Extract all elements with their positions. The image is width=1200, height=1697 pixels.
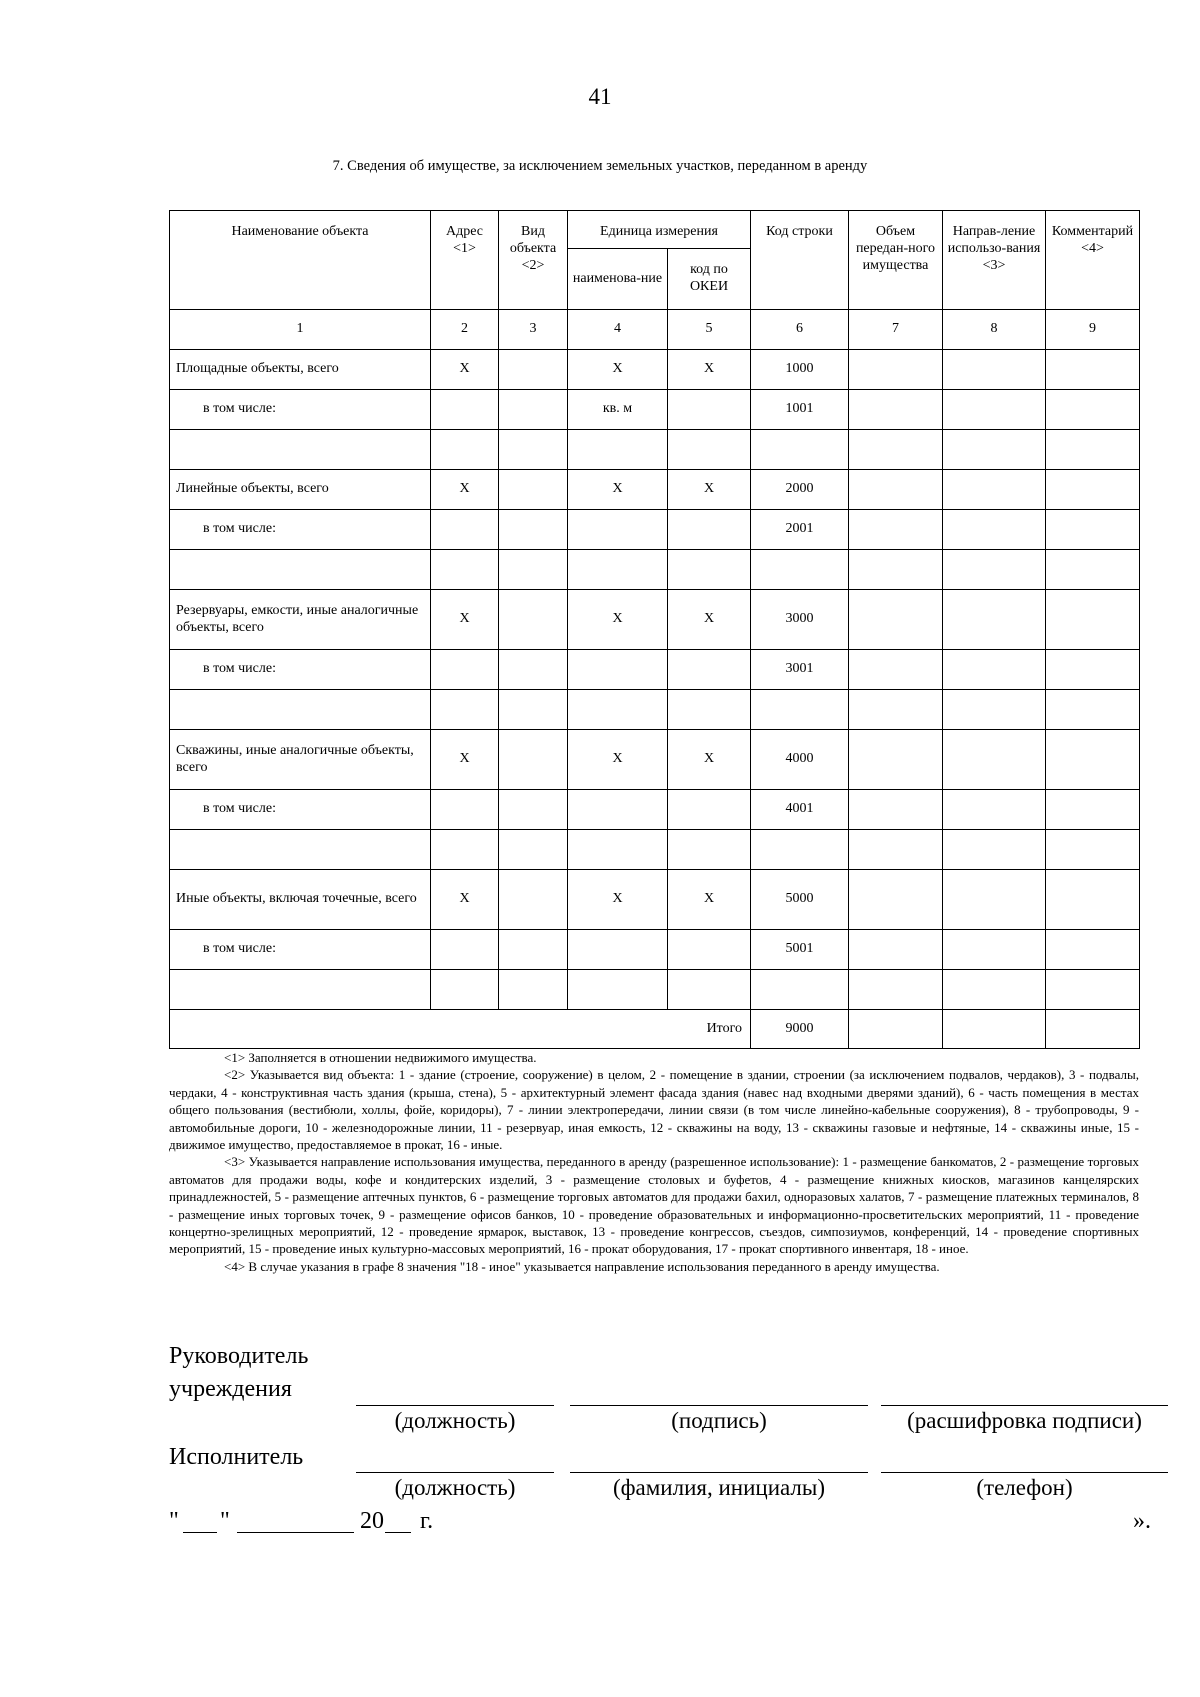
cell-direction	[943, 730, 1046, 790]
cell-code: 3000	[751, 590, 849, 650]
header-unit: Единица измерения	[568, 211, 751, 249]
cell-name	[170, 550, 431, 590]
section-title: 7. Сведения об имуществе, за исключением земельных участков, переданном в аренду	[332, 158, 868, 174]
cell-type	[499, 470, 568, 510]
cell-comment	[1046, 590, 1140, 650]
cell-direction	[943, 690, 1046, 730]
cell-name: в том числе:	[170, 790, 431, 830]
footnote-2: <2> Указывается вид объекта: 1 - здание (строение, сооружение) в целом, 2 - помещение в здании, строении (за исключением подвалов, чердаков), 3 - подвалы, чердаки, 4 - конструктивная часть здания (крыша, стена), 5 - архитектурный элемент фасада здания (навес над входными дверями зданий), 6 - часть помещения в местах общего пользования (вестибюли, холлы, фойе, коридоры), 7 - линии электропередачи, линии связи (в том числе линейно-кабельные сооружения), 8 - трубопроводы, 9 - автомобильные дороги, 10 - железнодорожные линии, 11 - резервуар, иная емкость, 12 - скважины на воду, 13 - скважины газовые и нефтяные, 14 - скважины иные, 15 - движимое имущество, предоставляемое в прокат, 16 - иные.	[169, 1067, 1139, 1153]
cell-okei: X	[668, 730, 751, 790]
cell-unit-name: X	[568, 730, 668, 790]
cell-type	[499, 830, 568, 870]
cell-volume	[849, 350, 943, 390]
cell-address	[431, 790, 499, 830]
table-row	[170, 470, 1140, 510]
cell-name: Иные объекты, включая точечные, всего	[170, 870, 431, 930]
table-row	[170, 970, 1140, 1010]
cell-direction	[943, 510, 1046, 550]
column-number: 3	[499, 310, 568, 350]
cell-okei	[668, 430, 751, 470]
cell-name	[170, 690, 431, 730]
cell-name	[170, 430, 431, 470]
cell-comment	[1046, 430, 1140, 470]
cell-okei	[668, 650, 751, 690]
cell-type	[499, 550, 568, 590]
head-position-line	[356, 1405, 554, 1406]
cell-volume	[849, 550, 943, 590]
header-volume: Объем передан-ного имущества	[849, 211, 943, 310]
cell-type	[499, 730, 568, 790]
cell-code	[751, 830, 849, 870]
cell-code	[751, 970, 849, 1010]
cell-address	[431, 550, 499, 590]
table-row	[170, 830, 1140, 870]
table-row	[170, 510, 1140, 550]
cell-name	[170, 970, 431, 1010]
date-year-line	[385, 1532, 411, 1533]
cell-comment	[1046, 930, 1140, 970]
executor-name-line	[570, 1472, 868, 1473]
cell-name: в том числе:	[170, 390, 431, 430]
cell-direction	[943, 390, 1046, 430]
cell-code: 1001	[751, 390, 849, 430]
cell-address	[431, 690, 499, 730]
table-row	[170, 790, 1140, 830]
header-unit-name: наименова-ние	[568, 249, 668, 310]
cell-comment	[1046, 870, 1140, 930]
cell-comment	[1046, 730, 1140, 790]
cell-volume	[849, 830, 943, 870]
cell-code: 1000	[751, 350, 849, 390]
cell-name: Линейные объекты, всего	[170, 470, 431, 510]
column-number: 1	[170, 310, 431, 350]
cell-volume	[849, 510, 943, 550]
page-number: 41	[588, 84, 612, 109]
cell-unit-name	[568, 830, 668, 870]
cell-name: в том числе:	[170, 650, 431, 690]
date-suffix: г.	[420, 1508, 434, 1534]
cell-name: Скважины, иные аналогичные объекты, всего	[170, 730, 431, 790]
name-caption: (фамилия, инициалы)	[612, 1475, 826, 1500]
cell-volume	[849, 430, 943, 470]
cell-type	[499, 870, 568, 930]
cell-comment	[1046, 970, 1140, 1010]
cell-okei	[668, 550, 751, 590]
cell-okei: X	[668, 870, 751, 930]
cell-okei: X	[668, 350, 751, 390]
cell-comment	[1046, 390, 1140, 430]
cell-unit-name: X	[568, 470, 668, 510]
cell-direction	[943, 470, 1046, 510]
cell-unit-name: X	[568, 590, 668, 650]
position-caption: (должность)	[394, 1408, 516, 1433]
cell-direction	[943, 550, 1046, 590]
position-caption-2: (должность)	[394, 1475, 516, 1500]
header-row-code: Код строки	[751, 211, 849, 310]
cell-code: 5001	[751, 930, 849, 970]
cell-code: 4001	[751, 790, 849, 830]
cell-type	[499, 390, 568, 430]
cell-unit-name: кв. м	[568, 390, 668, 430]
cell-okei	[668, 830, 751, 870]
head-label-line2: учреждения	[169, 1376, 292, 1402]
header-direction: Направ-ление использо-вания <3>	[943, 211, 1046, 310]
cell-comment	[1046, 790, 1140, 830]
cell-address: X	[431, 470, 499, 510]
cell-okei	[668, 390, 751, 430]
header-name: Наименование объекта	[170, 211, 431, 310]
footnote-4: <4> В случае указания в графе 8 значения "18 - иное" указывается направление использования переданного в аренду имущества.	[224, 1258, 940, 1274]
column-numbers-row	[170, 310, 1140, 350]
footnote-3: <3> Указывается направление использования имущества, переданного в аренду (разрешенное использование): 1 - размещение банкоматов, 2 - размещение торговых автоматов для продажи воды, кофе и кондитерских изделий, 3 - размещение столовых и буфетов, 4 - размещение книжных киосков, магазинов канцелярских принадлежностей, 5 - размещение аптечных пунктов, 6 - размещение торговых автоматов для продажи бахил, одноразовых халатов, 7 - размещение платежных терминалов, 8 - размещение иных торговых точек, 9 - размещение офисов банков, 10 - проведение образовательных и информационно-просветительских мероприятий, 11 - проведение концертно-зрелищных мероприятий, 12 - проведение ярмарок, выставок, 13 - проведение конгрессов, съездов, симпозиумов, конференций, 14 - проведение спортивных мероприятий, 15 - проведение иных культурно-массовых мероприятий, 16 - прокат оборудования, 17 - прокат спортивного инвентаря, 18 - иное.	[169, 1154, 1139, 1257]
cell-direction	[943, 870, 1046, 930]
cell-type	[499, 970, 568, 1010]
cell-type	[499, 790, 568, 830]
column-number: 7	[849, 310, 943, 350]
cell-okei	[668, 790, 751, 830]
table-row	[170, 930, 1140, 970]
closing-mark: ».	[1133, 1508, 1151, 1534]
cell-code	[751, 550, 849, 590]
cell-direction	[943, 930, 1046, 970]
cell-unit-name	[568, 790, 668, 830]
cell-unit-name: X	[568, 350, 668, 390]
cell-volume	[849, 870, 943, 930]
cell-volume	[849, 690, 943, 730]
cell-volume	[849, 650, 943, 690]
cell-name	[170, 830, 431, 870]
executor-phone-line	[881, 1472, 1168, 1473]
executor-position-line	[356, 1472, 554, 1473]
cell-code	[751, 690, 849, 730]
date-month-line	[237, 1532, 354, 1533]
total-code: 9000	[751, 1010, 849, 1049]
cell-comment	[1046, 650, 1140, 690]
cell-direction	[943, 830, 1046, 870]
total-comment	[1046, 1010, 1140, 1049]
cell-type	[499, 590, 568, 650]
table-row	[170, 870, 1140, 930]
header-object-type: Вид объекта <2>	[499, 211, 568, 310]
cell-code: 4000	[751, 730, 849, 790]
cell-name: Резервуары, емкости, иные аналогичные объекты, всего	[170, 590, 431, 650]
table-row	[170, 590, 1140, 650]
cell-code: 3001	[751, 650, 849, 690]
cell-address: X	[431, 730, 499, 790]
cell-code: 5000	[751, 870, 849, 930]
table-row	[170, 350, 1140, 390]
head-label-line1: Руководитель	[169, 1343, 309, 1369]
column-number: 4	[568, 310, 668, 350]
cell-okei: X	[668, 590, 751, 650]
cell-comment	[1046, 350, 1140, 390]
total-row	[170, 1010, 1140, 1049]
cell-volume	[849, 470, 943, 510]
property-table	[169, 210, 1140, 1049]
column-number: 8	[943, 310, 1046, 350]
table-row	[170, 430, 1140, 470]
table-row	[170, 390, 1140, 430]
cell-comment	[1046, 510, 1140, 550]
cell-volume	[849, 930, 943, 970]
decoding-caption: (расшифровка подписи)	[907, 1408, 1142, 1433]
header-unit-okei: код по ОКЕИ	[668, 249, 751, 310]
date-day-line	[183, 1532, 217, 1533]
cell-address: X	[431, 350, 499, 390]
cell-code: 2001	[751, 510, 849, 550]
cell-address: X	[431, 870, 499, 930]
cell-address	[431, 970, 499, 1010]
total-label: Итого	[170, 1010, 751, 1049]
signature-caption: (подпись)	[671, 1408, 767, 1433]
cell-unit-name	[568, 690, 668, 730]
table-row	[170, 690, 1140, 730]
cell-address	[431, 650, 499, 690]
cell-direction	[943, 790, 1046, 830]
cell-okei	[668, 690, 751, 730]
cell-code: 2000	[751, 470, 849, 510]
table-row	[170, 730, 1140, 790]
cell-name: Площадные объекты, всего	[170, 350, 431, 390]
cell-okei	[668, 510, 751, 550]
column-number: 9	[1046, 310, 1140, 350]
cell-type	[499, 430, 568, 470]
cell-okei: X	[668, 470, 751, 510]
total-direction	[943, 1010, 1046, 1049]
column-number: 6	[751, 310, 849, 350]
cell-volume	[849, 730, 943, 790]
footnotes	[169, 1049, 1139, 1275]
cell-unit-name	[568, 970, 668, 1010]
date-quote-close: "	[220, 1508, 230, 1534]
cell-address	[431, 830, 499, 870]
cell-address	[431, 510, 499, 550]
cell-type	[499, 690, 568, 730]
column-number: 2	[431, 310, 499, 350]
cell-okei	[668, 970, 751, 1010]
total-volume	[849, 1010, 943, 1049]
cell-unit-name	[568, 650, 668, 690]
cell-type	[499, 650, 568, 690]
cell-type	[499, 930, 568, 970]
cell-unit-name	[568, 430, 668, 470]
header-comment: Комментарий <4>	[1046, 211, 1140, 310]
cell-volume	[849, 590, 943, 650]
cell-address	[431, 930, 499, 970]
cell-unit-name	[568, 510, 668, 550]
cell-direction	[943, 350, 1046, 390]
cell-type	[499, 350, 568, 390]
column-number: 5	[668, 310, 751, 350]
table-row	[170, 550, 1140, 590]
cell-volume	[849, 790, 943, 830]
table-row	[170, 650, 1140, 690]
cell-comment	[1046, 830, 1140, 870]
cell-name: в том числе:	[170, 510, 431, 550]
head-decoding-line	[881, 1405, 1168, 1406]
cell-comment	[1046, 550, 1140, 590]
header-address: Адрес <1>	[431, 211, 499, 310]
footnote-1: <1> Заполняется в отношении недвижимого имущества.	[224, 1050, 537, 1065]
cell-unit-name	[568, 930, 668, 970]
cell-comment	[1046, 470, 1140, 510]
phone-caption: (телефон)	[976, 1475, 1073, 1500]
cell-volume	[849, 390, 943, 430]
cell-type	[499, 510, 568, 550]
cell-code	[751, 430, 849, 470]
executor-label: Исполнитель	[169, 1444, 304, 1470]
cell-name: в том числе:	[170, 930, 431, 970]
cell-unit-name: X	[568, 870, 668, 930]
cell-direction	[943, 650, 1046, 690]
cell-address	[431, 430, 499, 470]
cell-direction	[943, 590, 1046, 650]
date-quote-open: "	[169, 1508, 179, 1534]
cell-address: X	[431, 590, 499, 650]
date-year: 20	[360, 1508, 384, 1534]
head-signature-line	[570, 1405, 868, 1406]
cell-direction	[943, 430, 1046, 470]
cell-comment	[1046, 690, 1140, 730]
cell-volume	[849, 970, 943, 1010]
cell-address	[431, 390, 499, 430]
cell-direction	[943, 970, 1046, 1010]
cell-okei	[668, 930, 751, 970]
cell-unit-name	[568, 550, 668, 590]
